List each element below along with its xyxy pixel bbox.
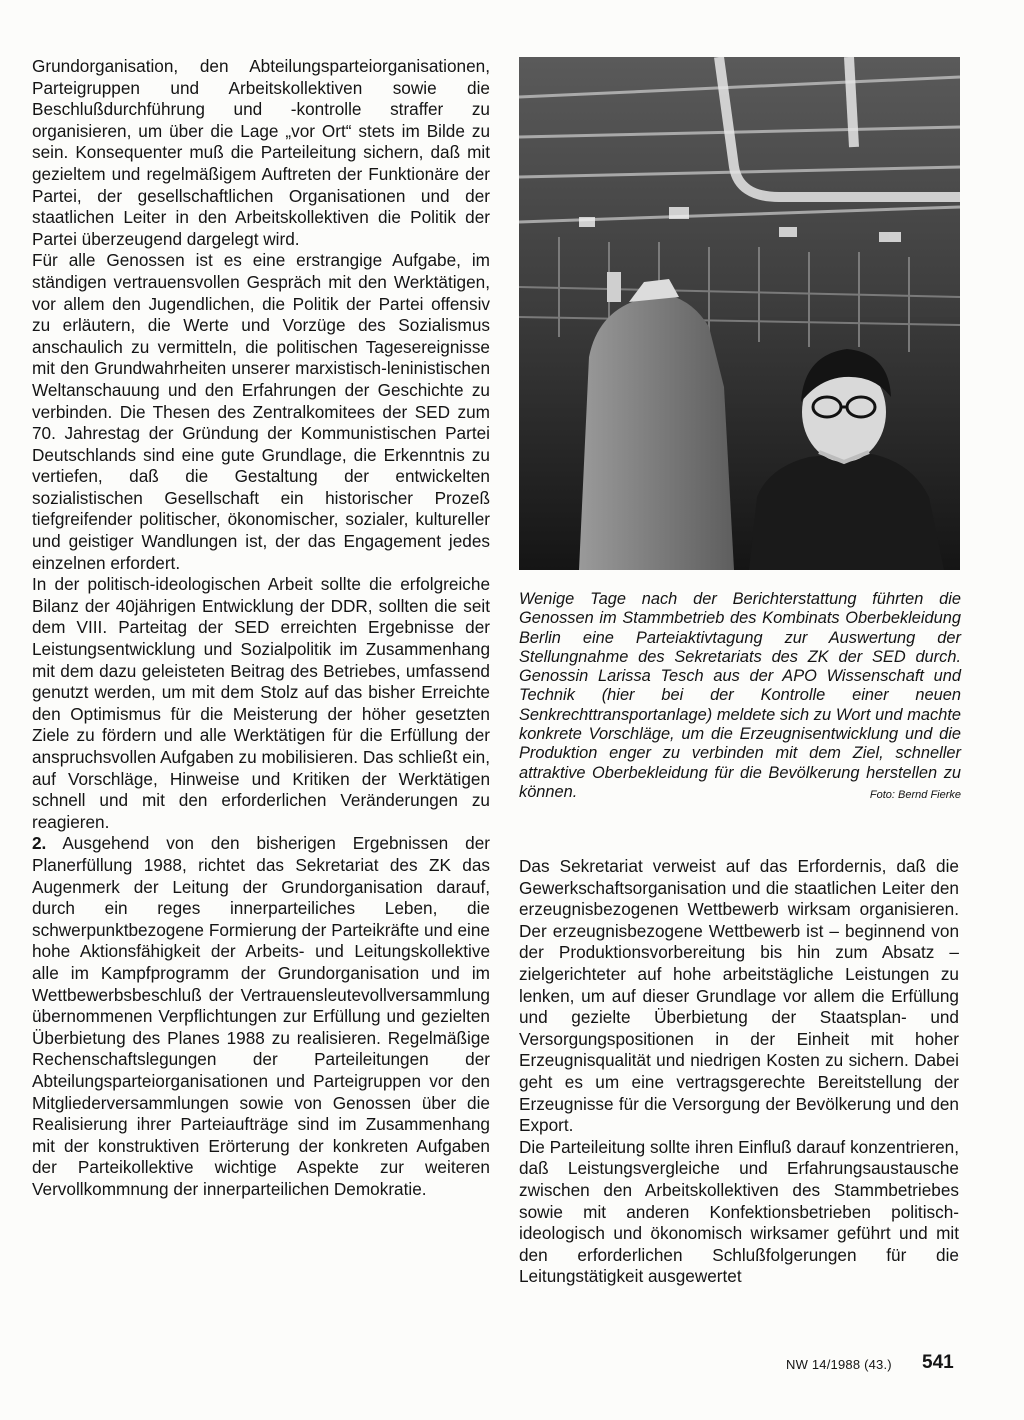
- photo-illustration: [519, 57, 960, 570]
- left-paragraph-3: In der politisch-ideologischen Arbeit sollte die erfolgreiche Bilanz der 40jährigen Entwicklung der DDR, sollten die seit dem VIII. Parteitag der SED erreichten Ergebnisse der Leistungsentwicklung und Sozialpolitik im Zusammenhang mit dem dazu geleisteten Beitrag des Betriebes, umfassend genutzt werden, um mit dem Stolz auf das bisher Erreichte den Optimismus für die Meisterung der höher gesetzten Ziele zu fördern und alle Werktätigen für die Erfüllung der anspruchsvollen Aufgaben zu mobilisieren. Das schließt ein, auf Vorschläge, Hinweise und Kritiken der Werktätigen schnell und mit den erforderlichen Veränderungen zu reagieren.: [32, 574, 490, 832]
- left-paragraph-1: Grundorganisation, den Abteilungsparteiorganisationen, Parteigruppen und Arbeitskollektiven sowie die Beschlußdurchführung und -kontrolle straffer zu organisieren, um über die Lage „vor Ort“ stets im Bilde zu sein. Konsequenter muß die Parteileitung sichern, daß mit gezieltem und regelmäßigem Auftreten der Funktionäre der Partei, der gesellschaftlichen Organisationen und der staatlichen Leiter in den Arbeitskollektiven die Politik der Partei überzeugend dargelegt wird.: [32, 56, 490, 249]
- factory-photo: [519, 57, 960, 570]
- section-number: 2.: [32, 833, 47, 854]
- left-text-column: [32, 56, 490, 1200]
- caption-text: Wenige Tage nach der Berichterstattung führten die Genossen im Stammbetrieb des Kombinats Oberbekleidung Berlin eine Parteiaktivtagung zur Auswertung der Stellungnahme des Sekretariats des ZK der SED durch. Genossin Larissa Tesch aus der APO Wissenschaft und Technik (hier bei der Kontrolle einer neuen Senkrechttransportanlage) meldete sich zu Wort und machte konkrete Vorschläge, um die Erzeugnisentwicklung und die Produktion enger zu verbinden mit dem Ziel, schneller attraktive Oberbekleidung für die Bevölkerung herstellen zu können.: [519, 590, 961, 801]
- left-paragraph-numbered: [32, 833, 490, 1200]
- photo-caption: [519, 590, 961, 805]
- right-text-column: [519, 856, 959, 1288]
- section-text: Ausgehend von den bisherigen Ergebnissen der Planerfüllung 1988, richtet das Sekretariat des ZK das Augenmerk der Leitung der Grundorganisation darauf, durch ein reges innerparteiliches Leben, die schwerpunktbezogene Formierung der Parteikräfte und eine hohe Aktionsfähigkeit der Arbeits- und Leitungskollektive alle im Kampfprogramm der Grundorganisation und im Wettbewerbsbeschluß der Vertrauensleutevollversammlung übernommenen Verpflichtungen zur Erfüllung und gezielten Überbietung des Planes 1988 zu realisieren. Regelmäßige Rechenschaftslegungen der Parteileitungen der Abteilungsparteiorganisationen und Parteigruppen vor den Mitgliederversammlungen sowie von Genossen über die Realisierung ihrer Parteiaufträge sind im Zusammenhang mit der konstruktiven Erörterung der konkreten Aufgaben der Parteikollektive wichtige Aspekte zur weiteren Vervollkommnung der innerparteilichen Demokratie.: [32, 833, 490, 1199]
- photo-credit: Foto: Bernd Fierke: [869, 788, 961, 801]
- page-number: 541: [922, 1352, 954, 1373]
- issue-reference: NW 14/1988 (43.): [786, 1357, 892, 1372]
- left-paragraph-2: Für alle Genossen ist es eine erstrangige Aufgabe, im ständigen vertrauensvollen Gespräch mit den Werktätigen, vor allem den Jugendlichen, die Politik der Partei offensiv zu erläutern, die Werte und Vorzüge des Sozialismus anschaulich zu vermitteln, die politischen Tagesereignisse mit den Grundwahrheiten unserer marxistisch-leninistischen Weltanschauung und den Erfahrungen der Geschichte zu verbinden. Die Thesen des Zentralkomitees der SED zum 70. Jahrestag der Gründung der Kommunistischen Partei Deutschlands sind eine gute Grundlage, die Erkenntnis zu vertiefen, daß die Gestaltung der entwickelten sozialistischen Gesellschaft ein historischer Prozeß tiefgreifender politischer, ökonomischer, sozialer, kultureller und geistiger Wandlungen ist, der das Engagement jedes einzelnen erfordert.: [32, 250, 490, 573]
- right-paragraph-1: Das Sekretariat verweist auf das Erfordernis, daß die Gewerkschaftsorganisation und die staatlichen Leiter den erzeugnisbezogenen Wettbewerb wirksam organisieren. Der erzeugnisbezogene Wettbewerb ist – beginnend von der Produktionsvorbereitung bis hin zum Absatz – zielgerichteter auf hohe arbeitstägliche Leistungen zu lenken, um auf dieser Grundlage vor allem die Erfüllung und gezielte Überbietung der Staatsplan- und Versorgungspositionen in der Einheit mit hoher Erzeugnisqualität und niedrigen Kosten zu sichern. Dabei geht es um eine vertragsgerechte Bereitstellung der Erzeugnisse für die Versorgung der Bevölkerung und den Export.: [519, 856, 959, 1136]
- right-paragraph-2: Die Parteileitung sollte ihren Einfluß darauf konzentrieren, daß Leistungsvergleiche und Erfahrungsaustausche zwischen den Arbeitskollektiven des Stammbetriebes sowie mit anderen Konfektionsbetrieben politisch-ideologisch und ökonomisch wirksamer geführt und mit den erforderlichen Schlußfolgerungen für die Leitungstätigkeit ausgewertet: [519, 1136, 959, 1287]
